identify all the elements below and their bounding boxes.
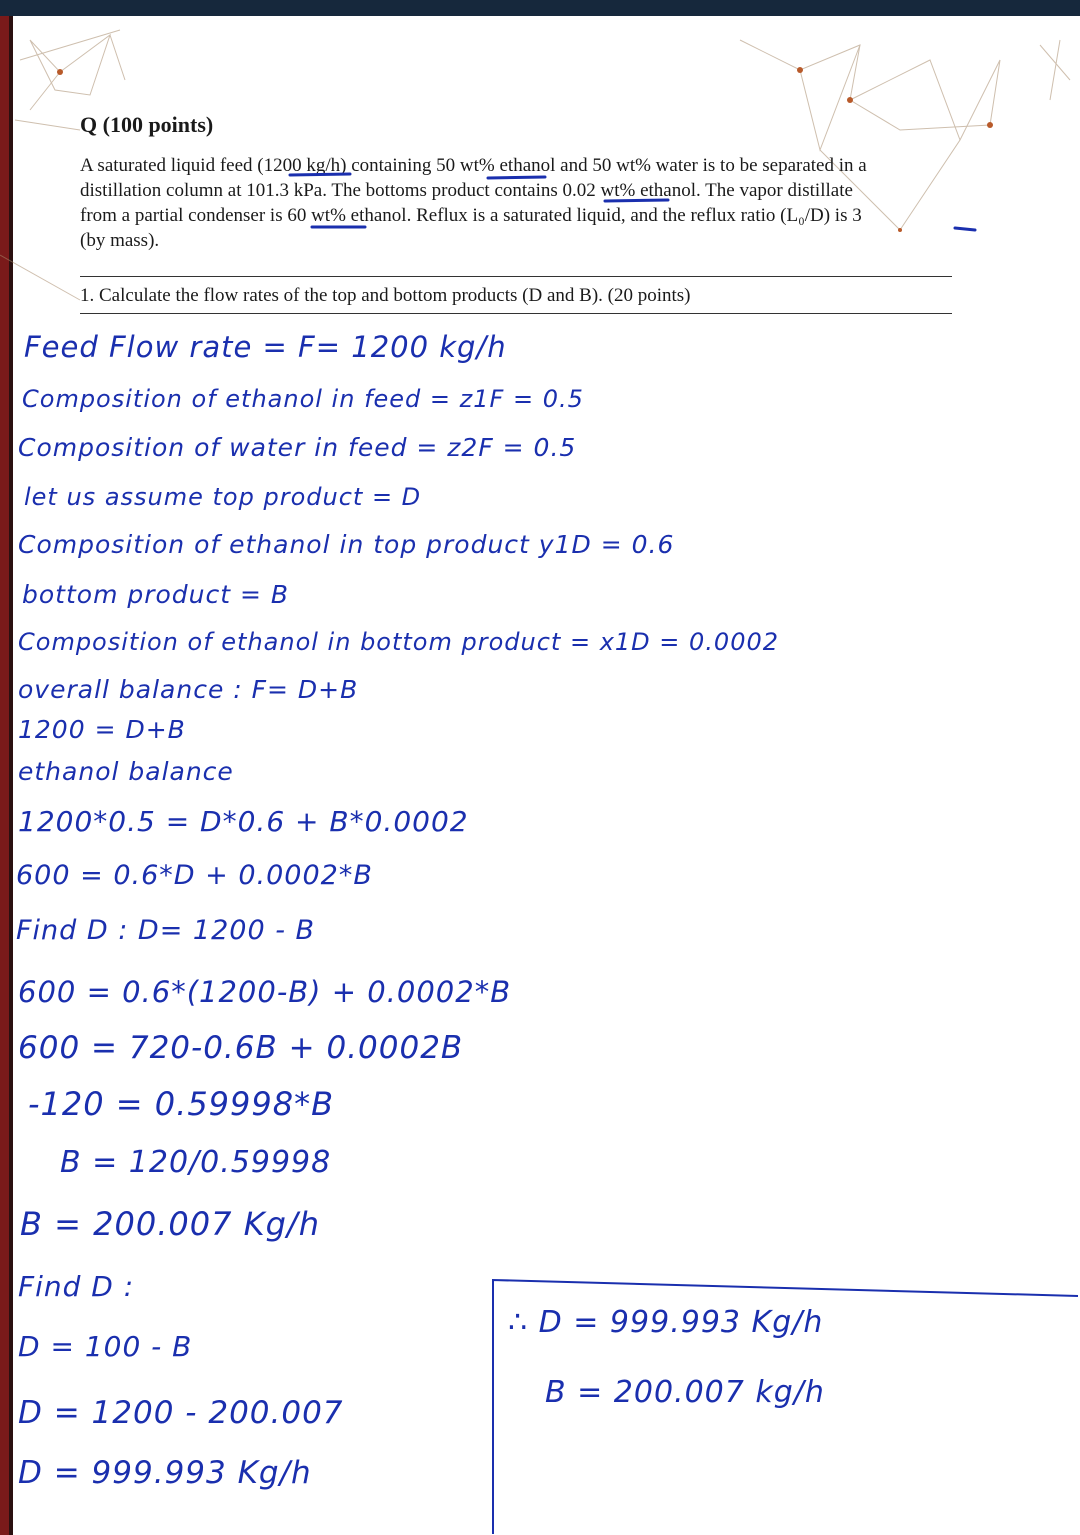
answer-b: B = 200.007 kg/h <box>545 1375 825 1410</box>
section-divider <box>80 313 952 314</box>
solution-line: B = 120/0.59998 <box>60 1145 332 1180</box>
problem-statement-line: A saturated liquid feed (1200 kg/h) containing 50 wt% ethanol and 50 wt% water is to be separated in a <box>80 155 867 176</box>
answer-d: ∴ D = 999.993 Kg/h <box>508 1305 824 1340</box>
solution-line: D = 1200 - 200.007 <box>18 1395 344 1431</box>
question-title: Q (100 points) <box>80 112 214 137</box>
solution-line: D = 999.993 Kg/h <box>18 1455 312 1491</box>
part-1-heading: 1. Calculate the flow rates of the top and bottom products (D and B). (20 points) <box>80 285 691 306</box>
solution-line: D = 100 - B <box>18 1330 193 1363</box>
solution-line: Find D : <box>18 1270 135 1303</box>
solution-line: Composition of ethanol in top product y1D = 0.6 <box>18 530 675 559</box>
problem-statement-line: from a partial condenser is 60 wt% ethanol. Reflux is a saturated liquid, and the reflux ratio (L₀/D) is 3 <box>80 205 862 226</box>
solution-line: 600 = 720-0.6B + 0.0002B <box>18 1030 464 1066</box>
solution-line: bottom product = B <box>22 580 290 609</box>
solution-line: Feed Flow rate = F= 1200 kg/h <box>24 330 507 364</box>
solution-line: Composition of ethanol in feed = z1F = 0.5 <box>22 385 584 413</box>
solution-line: Find D : D= 1200 - B <box>16 915 316 946</box>
solution-line: Composition of water in feed = z2F = 0.5 <box>18 433 577 462</box>
ink-underlines <box>0 0 1080 260</box>
solution-line: 1200 = D+B <box>18 715 186 744</box>
problem-statement-line: (by mass). <box>80 230 160 251</box>
solution-line: Composition of ethanol in bottom product = x1D = 0.0002 <box>18 628 779 656</box>
solution-line: B = 200.007 Kg/h <box>20 1205 320 1243</box>
solution-line: overall balance : F= D+B <box>18 675 359 704</box>
solution-line: -120 = 0.59998*B <box>28 1085 335 1123</box>
problem-statement-line: distillation column at 101.3 kPa. The bottoms product contains 0.02 wt% ethanol. The vapor distillate <box>80 180 853 201</box>
section-divider <box>80 276 952 277</box>
solution-line: let us assume top product = D <box>24 483 422 511</box>
solution-line: 600 = 0.6*D + 0.0002*B <box>16 860 373 891</box>
solution-line: ethanol balance <box>18 757 234 786</box>
solution-line: 600 = 0.6*(1200-B) + 0.0002*B <box>18 975 512 1009</box>
solution-line: 1200*0.5 = D*0.6 + B*0.0002 <box>18 805 469 838</box>
